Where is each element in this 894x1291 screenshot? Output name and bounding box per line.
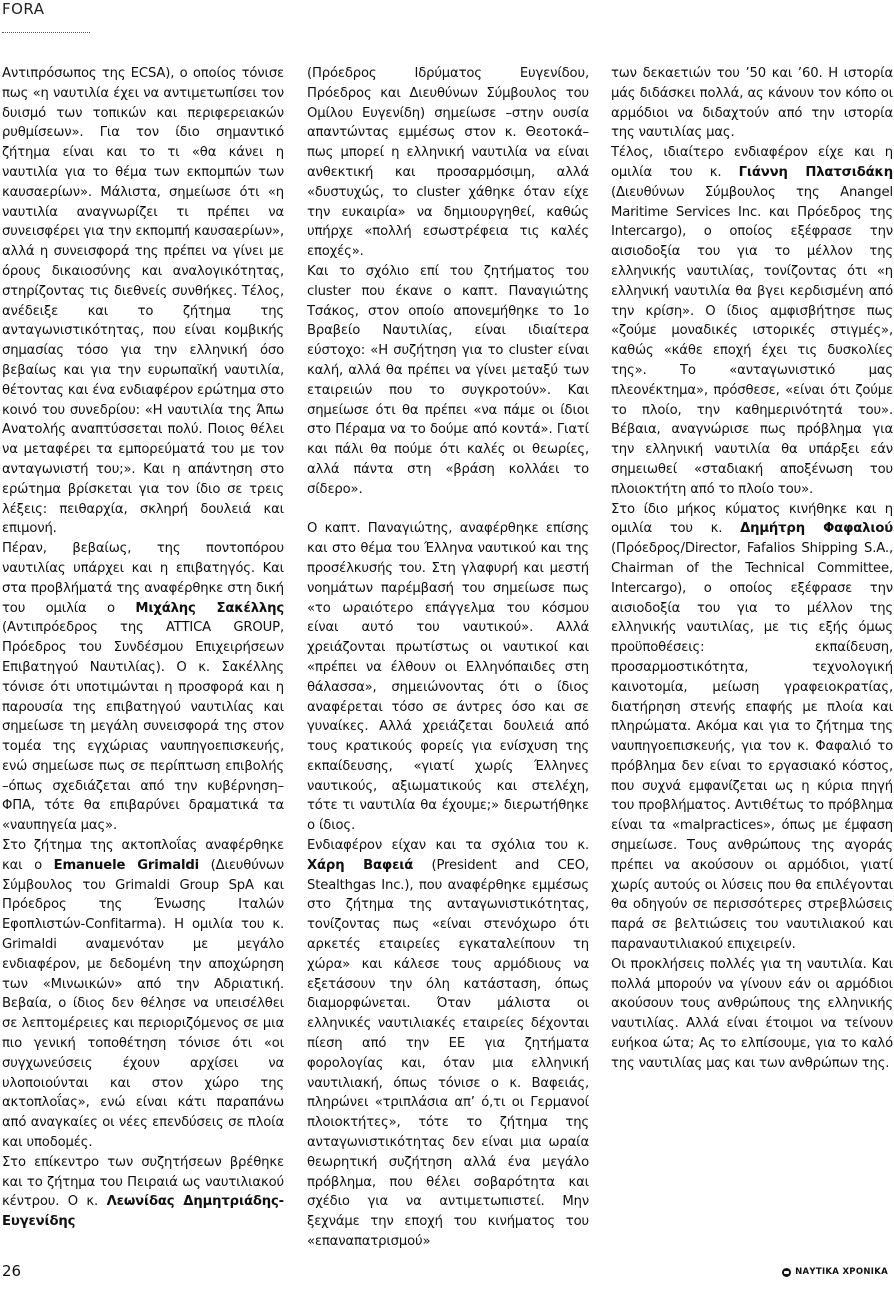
paragraph: Ο καπτ. Παναγιώτης, αναφέρθηκε επίσης και στο θέμα του Έλληνα ναυτικού και της προσέλκυσής του. Στη γλαφυρή και μεστή νοημάτων παρέμβασή του σημείωσε πως «το ωραιότερο επάγγελμα του κόσμου είναι αυτό του ναυτικού». Αλλά χρειάζονται πρωτίστως οι ναυτικοί και «πρέπει να έλθουν οι Ελληνόπαιδες στη θάλασσα», σημειώνοντας ότι ο ίδιος αναφέρεται τόσο σε άντρες όσο και σε γυναίκες. Αλλά χρειάζεται δουλειά από τους κρατικούς φορείς για ενίσχυση της εκπαίδευσης, «γιατί χωρίς Έλληνες ναυτικούς, αξιωματικούς και στελέχη, τότε τι ναυτιλία θα έχουμε;» διερωτήθηκε ο ίδιος. — [307, 521, 589, 834]
paragraph: Τέλος, ιδιαίτερο ενδιαφέρον είχε και η ομιλία του κ. Γιάννη Πλατσιδάκη (Διευθύνων Σύμβουλος της Anangel Maritime Services Inc. και Πρόεδρος της Intercargo), ο οποίος εξέφρασε την αισιοδοξία του για το μέλλον της ελληνικής ναυτιλίας, τονίζοντας ότι «η ελληνική ναυτιλία θα βγει κερδισμένη από την κρίση». Ο ίδιος αμφισβήτησε πως «ζούμε μοναδικές ιστορικές στιγμές», καθώς «κάθε εποχή έχει τις δυσκολίες της». Το «ανταγωνιστικό μας πλεονέκτημα», πρόσθεσε, «είναι ότι ζούμε το πλοίο, την καθημερινότητά του». Βέβαια, αναγνώρισε πως πρόβλημα για την ελληνική ναυτιλία θα υπάρξει εάν σημειωθεί «σταδιακή αποξένωση του πλοιοκτήτη από το πλοίο του». — [611, 145, 893, 497]
paragraph: Και το σχόλιο επί του ζητήματος του cluster που έκανε ο καπτ. Παναγιώτης Τσάκος, στον οποίο απονεμήθηκε το 1ο Βραβείο Ναυτιλίας, είναι ιδιαίτερα εύστοχο: «Η συζήτηση για το cluster είναι καλή, αλλά θα πρέπει να γίνει μεταξύ των εταιρειών που το συγκροτούν». Και σημείωσε ότι θα πρέπει «να πάμε οι ίδιοι στο Πέραμα να το δούμε από κοντά». Γιατί και πάλι θα πούμε ότι καλές οι θεωρίες, αλλά πάντα στη «βράση κολλάει το σίδερο». — [307, 263, 589, 497]
section-label: FORA — [2, 0, 45, 18]
paragraph: Πέραν, βεβαίως, της ποντοπόρου ναυτιλίας υπάρχει και η επιβατηγός. Και στα προβλήματά της αναφέρθηκε στη δική του ομιλία ο Μιχάλης Σακέλλης (Αντιπρόεδρος της ATTICA GROUP, Πρόεδρος του Συνδέσμου Επιχειρήσεων Επιβατηγού Ναυτιλίας). Ο κ. Σακέλλης τόνισε ότι υποτιμώνται η προσφορά και η παρουσία της επιβατηγού ναυτιλίας και σημείωσε τη μεγάλη συνεισφορά της στον τομέα της εγχώριας ναυπηγοεπισκευής, ενώ σημείωσε πως σε περίπτωση επιβολής –όπως σχεδιάζεται από την κυβέρνηση– ΦΠΑ, τότε θα επιβαρύνει δραματικά τα «ναυπηγεία μας». — [2, 541, 285, 834]
speaker-name: Emanuele Grimaldi — [53, 857, 200, 873]
article-column-3 — [611, 64, 893, 1074]
paragraph: Οι προκλήσεις πολλές για τη ναυτιλία. Και πολλά μπορούν να γίνουν εάν οι αρμόδιοι ακούσουν τους ανθρώπους της ελληνικής ναυτιλίας. Αλλά είναι έτοιμοι να τείνουν ευήκοα ώτα; Ας το ελπίσουμε, για το καλό της ναυτιλίας μας και των ανθρώπων της. — [611, 956, 893, 1071]
speaker-name: Γιάννη Πλατσιδάκη — [738, 164, 893, 180]
publication-logo-icon — [782, 1268, 791, 1277]
paragraph: Στο ζήτημα της ακτοπλοΐας αναφέρθηκε και ο Emanuele Grimaldi (Διευθύνων Σύμβουλος του Grimaldi Group SpA και Πρόεδρος της Ένωσης Ιταλών Εφοπλιστών-Confitarma). Η ομιλία του κ. Grimaldi αναμενόταν με μεγάλο ενδιαφέρον, με δεδομένη την αποχώρηση των «Μινωικών» από την Αδριατική. Βεβαία, ο ίδιος δεν θέλησε να υπεισέλθει σε λεπτομέρειες και περιοριζόμενος σε μια πιο γενική τοποθέτηση τόνισε ότι «οι συγχωνεύσεις έχουν αρχίσει να υλοποιούνται και στον χώρο της ακτοπλοΐας», ενώ είναι κάτι παραπάνω από αναγκαίες οι νέες επενδύσεις σε πλοία και υποδομές. — [2, 838, 284, 1151]
speaker-name: Λεωνίδας Δημητριάδης-Ευγενίδης — [2, 1194, 284, 1230]
paragraph: Στο ίδιο μήκος κύματος κινήθηκε και η ομιλία του κ. Δημήτρη Φαφαλιού (Πρόεδρος/Director, Fafalios Shipping S.A., Chairman of the Technical Committee, Intercargo), ο οποίος εξέφρασε την αισιοδοξία του για το μέλλον της ελληνικής ναυτιλίας, με τις εξής όμως προϋποθέσεις: εκπαίδευση, προσαρμοστικότητα, τεχνολογική καινοτομία, μείωση γραφειοκρατίας, διατήρηση στενής επαφής με πλοία και πληρώματα. Ακόμα και για το ζήτημα της ναυπηγοεπισκευής, για τον κ. Φαφαλιό το πρόβλημα δεν είναι το εργασιακό κόστος, που συχνά εμφανίζεται ως η κύρια πηγή του προβλήματος. Αντιθέτως το πρόβλημα είναι τα «malpractices», όπως με έμφαση σημείωσε. Τους ανθρώπους της αγοράς πρέπει να ακούσουν οι αρμόδιοι, γιατί χωρίς αυτούς οι λύσεις που θα επιλέγονται θα οδηγούν σε περισσότερες στρεβλώσεις παρά σε βελτιώσεις του ναυτιλιακού και παραναυτιλιακού επιχειρείν. — [611, 501, 893, 953]
page-number: 26 — [2, 1262, 22, 1280]
publication-name: ΝΑΥΤΙΚΑ ΧΡΟΝΙΚΑ — [795, 1267, 888, 1277]
article-column-2 — [307, 64, 589, 1252]
dotted-divider — [2, 32, 90, 33]
article-column-1 — [2, 64, 284, 1232]
paragraph: Αντιπρόσωπος της ECSA), ο οποίος τόνισε πως «η ναυτιλία έχει να αντιμετωπίσει τον δυισμό των τοπικών και περιφερειακών ρυθμίσεων». Για τον ίδιο σημαντικό ζήτημα είναι και το τι «θα κάνει η ναυτιλία για το θέμα των εκπομπών των καυσαερίων». Μάλιστα, σημείωσε ότι «η ναυτιλία αναγνωρίζει τι πρέπει να συνεισφέρει για την εκπομπή καυσαερίων», αλλά η συνεισφορά της πρέπει να γίνει με όρους δικαιοσύνης και αναλογικότητας, στηρίζοντας τις διεθνείς συνθήκες. Τέλος, ανέδειξε και το ζήτημα της ανταγωνιστικότητας, που είναι κομβικής σημασίας τόσο για την ελληνική όσο βεβαίως και για την ευρωπαϊκή ναυτιλία, θέτοντας και ένα ενδιαφέρον ερώτημα στο κοινό του συνεδρίου: «Η ναυτιλία της Άπω Ανατολής αναπτύσσεται πολύ. Ποιος θέλει να μεταφέρει τα εμπορεύματά του με τον ανταγωνιστή του;». Και η απάντηση στο ερώτημα βρίσκεται για τον ίδιο σε τρεις λέξεις: πειθαρχία, σκληρή δουλειά και επιμονή. — [2, 66, 284, 537]
speaker-name: Χάρη Βαφειά — [307, 857, 414, 873]
paragraph: Στο επίκεντρο των συζητήσεων βρέθηκε και το ζήτημα του Πειραιά ως ναυτιλιακού κέντρου. Ο κ. Λεωνίδας Δημητριάδης-Ευγενίδης — [2, 1154, 284, 1230]
speaker-name: Μιχάλης Σακέλλης — [135, 600, 285, 616]
publication-footer — [782, 1267, 888, 1277]
paragraph: των δεκαετιών του ’50 και ’60. Η ιστορία μάς διδάσκει πολλά, ας κάνουν τον κόπο οι αρμόδιοι να διδαχτούν από την ιστορία της ναυτιλίας μας. — [611, 66, 893, 141]
paragraph: (Πρόεδρος Ιδρύματος Ευγενίδου, Πρόεδρος και Διευθύνων Σύμβουλος του Ομίλου Ευγενίδη) σημείωσε –στην ουσία απαντώντας εμμέσως στον κ. Θεοτοκά– πως μπορεί η ελληνική ναυτιλία να είναι ανθεκτική και προσαρμόσιμη, αλλά «δυστυχώς, το cluster χάθηκε όταν είχε την ευκαιρία» να δημιουργηθεί, καθώς υπήρχε «πολλή εσωστρέφεια τις καλές εποχές». — [307, 66, 589, 260]
paragraph: Ενδιαφέρον είχαν και τα σχόλια του κ. Χάρη Βαφειά (President and CEO, Stealthgas Inc.), που αναφέρθηκε εμμέσως στο ζήτημα της ανταγωνιστικότητας, τονίζοντας πως «είναι στενόχωρο ότι αρκετές εταιρείες εγκαταλείπουν τη χώρα» και κάλεσε τους αρμόδιους να εξετάσουν την όλη κατάσταση, όπως διαμορφώνεται. Όταν μάλιστα οι ελληνικές ναυτιλιακές εταιρείες δέχονται πίεση από την ΕΕ για ζητήματα φορολογίας και, όταν μια ελληνική ναυτιλιακή, όπως τόνισε ο κ. Βαφειάς, πληρώνει «τριπλάσια απ’ ό,τι οι Γερμανοί πλοιοκτήτες», τότε το ζήτημα της ανταγωνιστικότητας δεν είναι μια ωραία θεωρητική συζήτηση αλλά ένα μεγάλο πρόβλημα, που θέλει σοβαρότητα και σχέδιο για να αντιμετωπιστεί. Μην ξεχνάμε την εποχή του κινήματος του «επαναπατρισμού» — [307, 838, 589, 1250]
speaker-name: Δημήτρη Φαφαλιού — [740, 521, 893, 537]
